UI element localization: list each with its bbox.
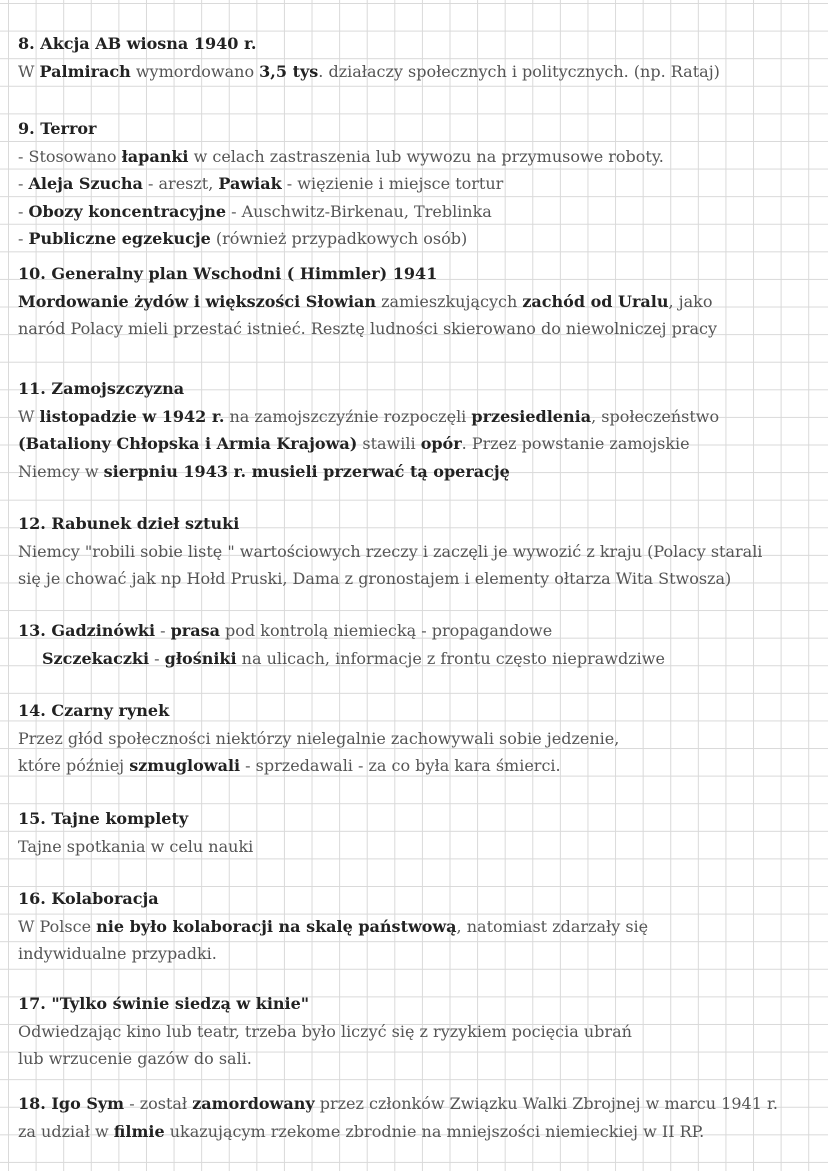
- bold-text: Mordowanie żydów i większości Słowian: [18, 291, 377, 311]
- section-text-line: [18, 940, 818, 968]
- section-text-line: [18, 430, 818, 458]
- section-text-line: [18, 315, 818, 343]
- text: , natomiast zdarzały się: [456, 916, 649, 936]
- text: się je chować jak np Hołd Pruski, Dama z gronostajem i elementy ołtarza Wita Stwosza): [18, 569, 732, 589]
- bold-text: 3,5 tys: [259, 61, 319, 81]
- bold-text: głośniki: [164, 648, 237, 668]
- note-section: [18, 375, 818, 485]
- text: W Polsce: [18, 916, 97, 936]
- section-text-line: [18, 538, 818, 566]
- section-text-line: [18, 913, 818, 941]
- text: - został: [124, 1094, 193, 1113]
- text: za udział w: [18, 1121, 114, 1141]
- note-section: [18, 115, 818, 253]
- section-text-line: [18, 752, 818, 780]
- bold-text: przesiedlenia: [471, 406, 592, 426]
- note-section: [18, 260, 818, 343]
- section-title: 15. Tajne komplety: [18, 809, 189, 828]
- text: -: [18, 201, 29, 221]
- section-title: 11. Zamojszczyzna: [18, 379, 185, 398]
- text: wymordowano: [130, 61, 260, 81]
- text: na zamojszczyźnie rozpoczęli: [224, 406, 472, 426]
- text: W: [18, 406, 40, 426]
- text: - Stosowano: [18, 146, 122, 166]
- text: przez członków Związku Walki Zbrojnej w marcu 1941 r.: [314, 1094, 778, 1113]
- bold-text: Palmirach: [39, 61, 131, 81]
- text: ukazującym rzekome zbrodnie na mniejszości niemieckiej w II RP.: [164, 1121, 705, 1141]
- text: . działaczy społecznych i politycznych. (np. Rataj): [318, 61, 720, 81]
- note-section: [18, 510, 818, 593]
- text: -: [149, 648, 165, 668]
- bold-text: szmuglowali: [129, 756, 241, 776]
- section-text-line: [18, 725, 818, 753]
- text: Niemcy "robili sobie listę " wartościowych rzeczy i zaczęli je wywozić z kraju (Polacy starali: [18, 541, 763, 561]
- text: Odwiedzając kino lub teatr, trzeba było liczyć się z ryzykiem pocięcia ubrań: [18, 1021, 632, 1041]
- bold-text: prasa: [170, 621, 220, 640]
- section-title: 17. "Tylko świnie siedzą w kinie": [18, 994, 310, 1013]
- section-text-line: [18, 1018, 818, 1046]
- bold-text: opór: [420, 434, 462, 454]
- text: zamieszkujących: [376, 291, 523, 311]
- text: Przez głód społeczności niektórzy nielegalnie zachowywali sobie jedzenie,: [18, 728, 620, 748]
- bold-text: zachód od Uralu: [522, 291, 669, 311]
- bold-text: sierpniu 1943 r. musieli przerwać tą operację: [103, 461, 510, 481]
- section-text-line: [18, 225, 818, 253]
- bold-text: Aleja Szucha: [28, 174, 143, 194]
- bold-text: łapanki: [121, 146, 189, 166]
- section-title: 16. Kolaboracja: [18, 889, 159, 908]
- note-section: [18, 697, 818, 780]
- section-text-line: [18, 645, 818, 673]
- text: - sprzedawali - za co była kara śmierci.: [240, 756, 561, 776]
- section-title: 10. Generalny plan Wschodni ( Himmler) 1941: [18, 264, 438, 283]
- bold-text: zamordowany: [192, 1094, 315, 1113]
- note-section: [18, 1090, 818, 1145]
- section-text-line: [18, 1090, 818, 1118]
- text: - więzienie i miejsce tortur: [281, 174, 504, 194]
- text: indywidualne przypadki.: [18, 944, 217, 964]
- text: -: [18, 174, 29, 194]
- section-text-line: [18, 833, 818, 861]
- note-section: [18, 990, 818, 1073]
- section-text-line: [18, 170, 818, 198]
- section-text-line: [18, 288, 818, 316]
- bold-text: filmie: [113, 1121, 165, 1141]
- section-title: 8. Akcja AB wiosna 1940 r.: [18, 34, 257, 53]
- text: pod kontrolą niemiecką - propagandowe: [219, 621, 553, 640]
- text: - Auschwitz-Birkenau, Treblinka: [226, 201, 492, 221]
- section-title: 9. Terror: [18, 119, 97, 138]
- section-text-line: [18, 565, 818, 593]
- section-title: 12. Rabunek dzieł sztuki: [18, 514, 240, 533]
- text: (również przypadkowych osób): [210, 229, 468, 249]
- bold-text: (Bataliony Chłopska i Armia Krajowa): [18, 434, 358, 454]
- section-text-line: [18, 143, 818, 171]
- text: - areszt,: [142, 174, 219, 194]
- text: , jako: [668, 291, 713, 311]
- text: , społeczeństwo: [591, 406, 720, 426]
- note-section: [18, 30, 818, 85]
- bold-text: 18. Igo Sym: [18, 1094, 125, 1113]
- note-section: [18, 617, 818, 672]
- section-title: 14. Czarny rynek: [18, 701, 170, 720]
- section-text-line: [18, 1118, 818, 1146]
- bold-text: listopadzie w 1942 r.: [39, 406, 225, 426]
- text: na ulicach, informacje z frontu często nieprawdziwe: [236, 648, 665, 668]
- section-text-line: [18, 198, 818, 226]
- bold-text: Szczekaczki: [42, 648, 150, 668]
- text: -: [155, 621, 171, 640]
- section-text-line: [18, 458, 818, 486]
- text: które później: [18, 756, 130, 776]
- bold-text: nie było kolaboracji na skalę państwową: [96, 916, 457, 936]
- bold-text: Obozy koncentracyjne: [28, 201, 227, 221]
- text: -: [18, 229, 29, 249]
- bold-text: 13. Gadzinówki: [18, 621, 156, 640]
- text: lub wrzucenie gazów do sali.: [18, 1049, 252, 1069]
- text: Tajne spotkania w celu nauki: [18, 836, 254, 856]
- section-text-line: [18, 403, 818, 431]
- text: W: [18, 61, 40, 81]
- bold-text: Pawiak: [218, 174, 282, 194]
- section-text-line: [18, 58, 818, 86]
- text: stawili: [357, 434, 421, 454]
- text: w celach zastraszenia lub wywozu na przymusowe roboty.: [188, 146, 664, 166]
- note-section: [18, 885, 818, 968]
- text: . Przez powstanie zamojskie: [461, 434, 690, 454]
- section-text-line: [18, 1045, 818, 1073]
- section-text-line: [18, 617, 818, 645]
- text: Niemcy w: [18, 461, 104, 481]
- bold-text: Publiczne egzekucje: [28, 229, 211, 249]
- text: naród Polacy mieli przestać istnieć. Resztę ludności skierowano do niewolniczej pracy: [18, 319, 718, 339]
- note-section: [18, 805, 818, 860]
